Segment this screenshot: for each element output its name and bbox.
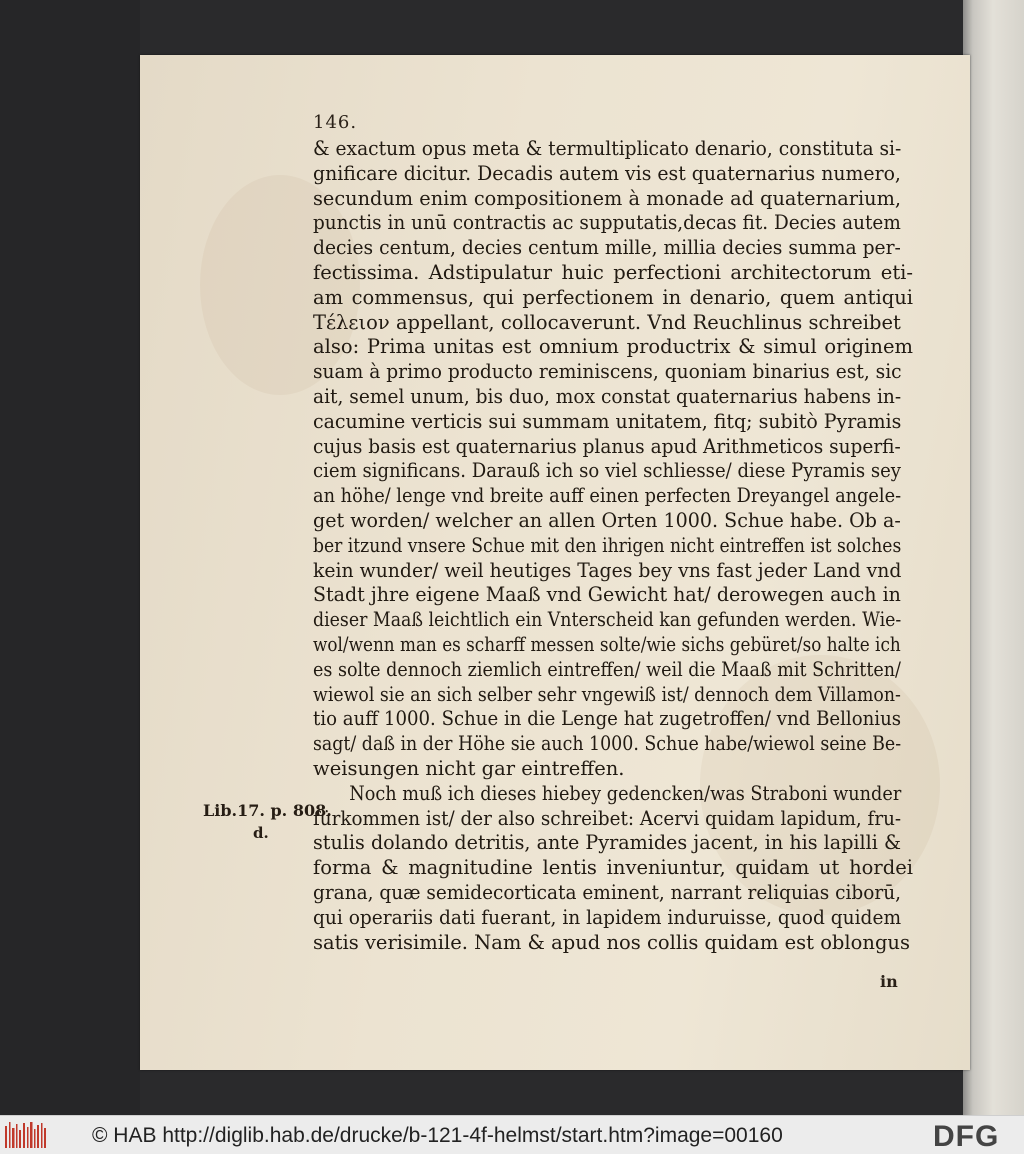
text-line: tio auff 1000. Schue in die Lenge hat zugetroffen/ vnd Bellonius xyxy=(313,707,902,731)
catchword: in xyxy=(880,972,898,991)
text-line: am commensus, qui perfectionem in denario, quem antiqui xyxy=(313,285,913,309)
text-line: get worden/ welcher an allen Orten 1000. Schue habe. Ob a- xyxy=(313,508,901,532)
text-line: stulis dolando detritis, ante Pyramides jacent, in his lapilli & xyxy=(313,831,901,855)
text-line: decies centum, decies centum mille, millia decies summa per- xyxy=(313,236,901,260)
copyright-url-text: © HAB http://diglib.hab.de/drucke/b-121-4f-helmst/start.htm?image=00160 xyxy=(92,1124,783,1147)
page-text xyxy=(313,137,913,955)
text-line: secundum enim compositionem à monade ad quaternarium, xyxy=(313,186,902,210)
marginal-note xyxy=(203,800,332,844)
text-line: weisungen nicht gar eintreffen. xyxy=(313,756,625,780)
text-line: es solte dennoch ziemlich eintreffen/ weil die Maaß mit Schritten/ xyxy=(313,657,901,681)
text-line: ait, semel unum, bis duo, mox constat quaternarius habens in- xyxy=(313,384,902,408)
text-line: an höhe/ lenge vnd breite auff einen perfecten Dreyangel angele- xyxy=(313,484,902,508)
text-line: gnificare dicitur. Decadis autem vis est quaternarius numero, xyxy=(313,161,901,185)
text-line: cacumine verticis sui summam unitatem, fitq; subitò Pyramis xyxy=(313,409,902,433)
text-line: wiewol sie an sich selber sehr vngewiß ist/ dennoch dem Villamon- xyxy=(313,682,901,706)
text-line: Noch muß ich dieses hiebey gedencken/was Straboni wunder xyxy=(349,781,902,805)
text-line: ciem significans. Darauß ich so viel schliesse/ diese Pyramis sey xyxy=(313,459,902,483)
text-line: kein wunder/ weil heutiges Tages bey vns fast jeder Land vnd xyxy=(313,558,902,582)
text-line: suam à primo producto reminiscens, quoniam binarius est, sic xyxy=(313,360,902,384)
text-line: satis verisimile. Nam & apud nos collis quidam est oblongus xyxy=(313,930,910,954)
text-line: fectissima. Adstipulatur huic perfectioni architectorum eti- xyxy=(313,260,913,284)
text-line: dieser Maaß leichtlich ein Vnterscheid kan gefunden werden. Wie- xyxy=(313,608,902,632)
footer-bar xyxy=(0,1115,1024,1154)
text-line: Τέλειον appellant, collocaverunt. Vnd Reuchlinus schreibet xyxy=(313,310,901,334)
text-line: punctis in unū contractis ac supputatis,decas fit. Decies autem xyxy=(313,211,901,235)
text-line: ber itzund vnsere Schue mit den ihrigen nicht eintreffen ist solches xyxy=(313,533,902,557)
text-line: fürkommen ist/ der also schreibet: Acervi quidam lapidum, fru- xyxy=(313,806,902,830)
page-number: 146. xyxy=(313,112,358,133)
text-line: cujus basis est quaternarius planus apud Arithmeticos superfi- xyxy=(313,434,901,458)
text-line: Stadt jhre eigene Maaß vnd Gewicht hat/ derowegen auch in xyxy=(313,583,901,607)
text-line: wol/wenn man es scharff messen solte/wie sichs gebüret/so halte ich xyxy=(313,632,901,656)
hab-barcode-logo-icon xyxy=(4,1120,48,1150)
text-line: grana, quæ semidecorticata eminent, narrant reliquias ciborū, xyxy=(313,880,901,904)
text-line: forma & magnitudine lentis inveniuntur, quidam ut hordei xyxy=(313,856,913,880)
text-line: qui operariis dati fuerant, in lapidem induruisse, quod quidem xyxy=(313,905,902,929)
text-line: & exactum opus meta & termultiplicato denario, constituta si- xyxy=(313,137,902,160)
marginal-note-line: d. xyxy=(253,824,269,842)
adjacent-page-edge xyxy=(963,0,1024,1115)
marginal-note-line: Lib.17. p. 808. xyxy=(203,801,332,820)
text-line: sagt/ daß in der Höhe sie auch 1000. Schue habe/wiewol seine Be- xyxy=(313,732,902,756)
text-line: also: Prima unitas est omnium productrix & simul originem xyxy=(313,335,913,359)
dfg-logo: DFG xyxy=(933,1120,1000,1153)
scan-background-left xyxy=(0,0,140,1115)
